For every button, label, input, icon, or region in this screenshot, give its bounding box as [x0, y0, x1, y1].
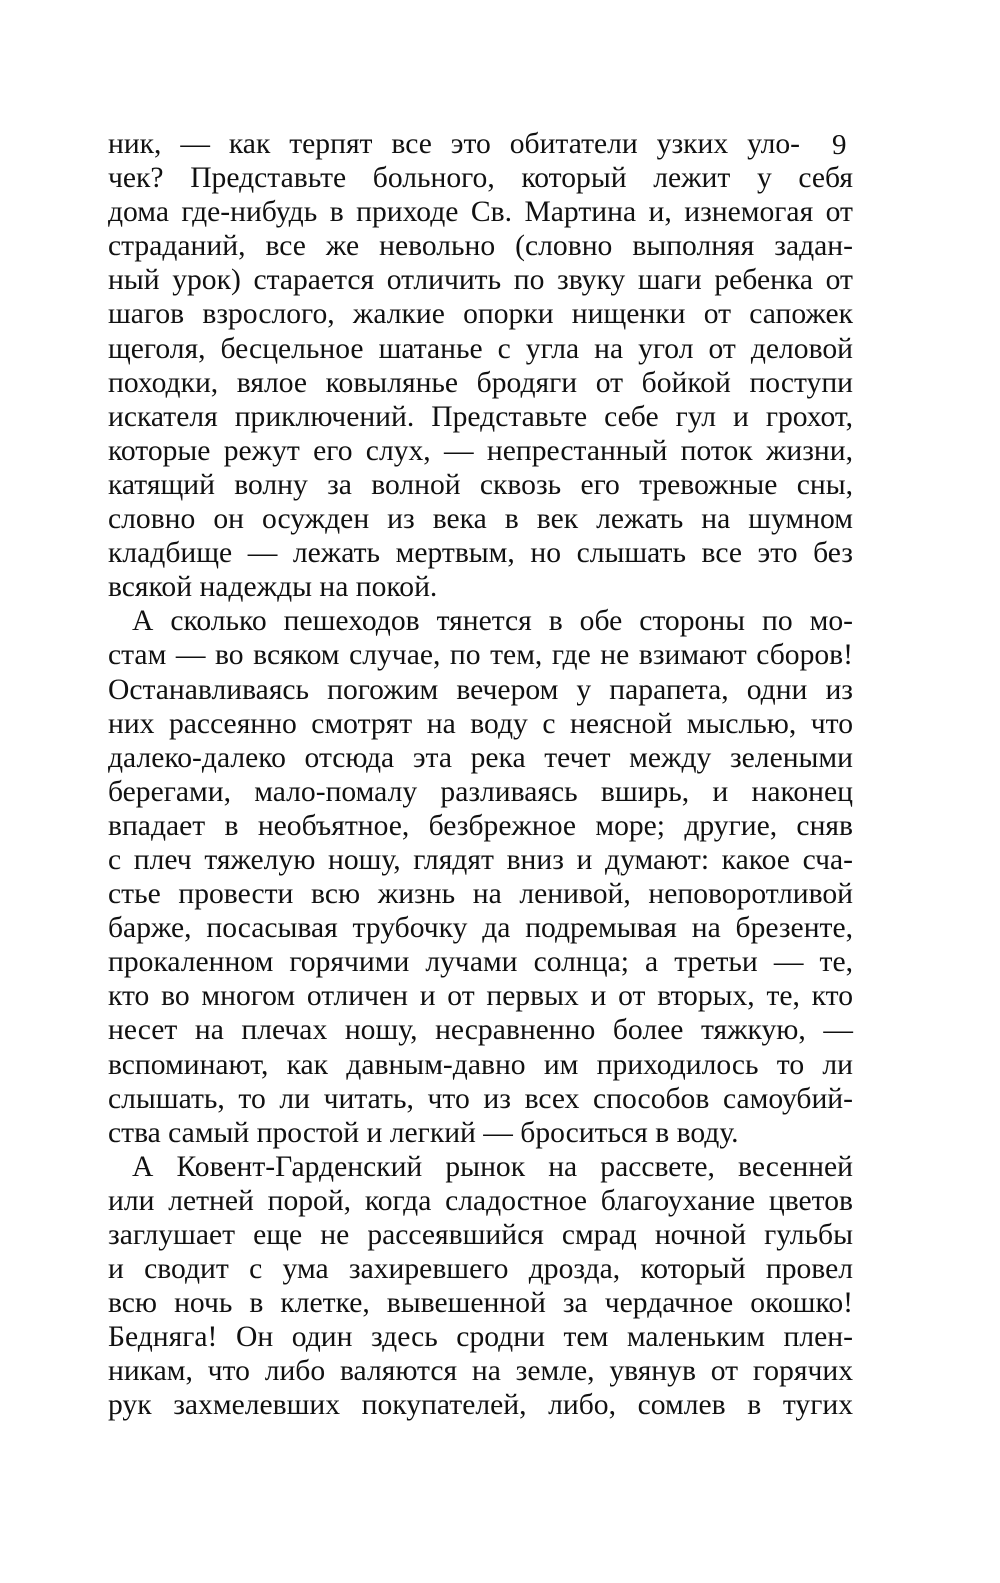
text-line: рук захмелевших покупателей, либо, сомлев в тугих: [108, 1389, 853, 1422]
text-line: ник, — как терпят все это обитатели узких уло-: [108, 128, 800, 160]
text-line: словно он осужден из века в век лежать на шумном: [108, 503, 853, 536]
text-line: прокаленном горячими лучами солнца; а третьи — те,: [108, 946, 853, 979]
text-line: стам — во всяком случае, по тем, где не взимают сборов!: [108, 639, 853, 672]
text-line: кто во многом отличен и от первых и от вторых, те, кто: [108, 980, 853, 1013]
text-line: заглушает еще не рассеявшийся смрад ночной гульбы: [108, 1219, 853, 1251]
text-line: стье провести всю жизнь на ленивой, неповоротливой: [108, 878, 853, 911]
text-line: ный урок) старается отличить по звуку шаги ребенка от: [108, 264, 853, 297]
text-line: несет на плечах ношу, несравненно более тяжкую, —: [108, 1014, 853, 1047]
text-line: кладбище — лежать мертвым, но слышать все это без: [108, 537, 853, 570]
text-line: А Ковент-Гарденский рынок на рассвете, весенней: [132, 1150, 853, 1183]
text-line: барже, посасывая трубочку да подремывая на брезенте,: [108, 912, 853, 945]
text-line: всю ночь в клетке, вывешенной за чердачное окошко!: [108, 1287, 853, 1320]
text-line: искателя приключений. Представьте себе гул и грохот,: [108, 400, 853, 433]
text-line: которые режут его слух, — непрестанный поток жизни,: [108, 434, 853, 467]
text-line: страданий, все же невольно (словно выполняя задан-: [108, 230, 853, 263]
text-line: А сколько пешеходов тянется в обе стороны по мо-: [132, 605, 853, 638]
text-line: походки, вялое ковылянье бродяги от бойкой поступи: [108, 366, 853, 399]
text-line: Бедняга! Он один здесь сродни тем маленьким плен-: [108, 1321, 853, 1354]
text-line: далеко-далеко отсюда эта река течет между зелеными: [108, 741, 853, 774]
text-line: впадает в необъятное, безбрежное море; другие, сняв: [108, 809, 853, 842]
text-line: щеголя, бесцельное шатанье с угла на угол от деловой: [108, 332, 853, 365]
text-line: слышать, то ли читать, что из всех способов самоубий-: [108, 1082, 853, 1115]
text-line: и сводит с ума захиревшего дрозда, который провел: [108, 1253, 853, 1286]
text-line: Останавливаясь погожим вечером у парапета, одни из: [108, 673, 853, 706]
text-line: никам, что либо валяются на земле, увянув от горячих: [108, 1355, 853, 1388]
text-line: вспоминают, как давным-давно им приходилось то ли: [108, 1048, 853, 1081]
text-line: дома где-нибудь в приходе Св. Мартина и, изнемогая от: [108, 196, 853, 229]
text-line: них рассеянно смотрят на воду с неясной мыслью, что: [108, 707, 853, 740]
text-line: шагов взрослого, жалкие опорки нищенки от сапожек: [108, 298, 853, 331]
text-line: всякой надежды на покой.: [108, 571, 438, 604]
text-line: с плеч тяжелую ношу, глядят вниз и думают: какое сча-: [108, 843, 853, 876]
text-line: катящий волну за волной сквозь его тревожные сны,: [108, 468, 853, 501]
text-line: чек? Представьте больного, который лежит у себя: [108, 162, 853, 195]
text-line: или летней порой, когда сладостное благоухание цветов: [108, 1184, 853, 1217]
text-line: берегами, мало-помалу разливаясь вширь, и наконец: [108, 775, 853, 808]
page-number: 9: [832, 129, 847, 161]
text-line: ства самый простой и легкий — броситься в воду.: [108, 1116, 739, 1149]
body-text: [108, 127, 853, 1423]
